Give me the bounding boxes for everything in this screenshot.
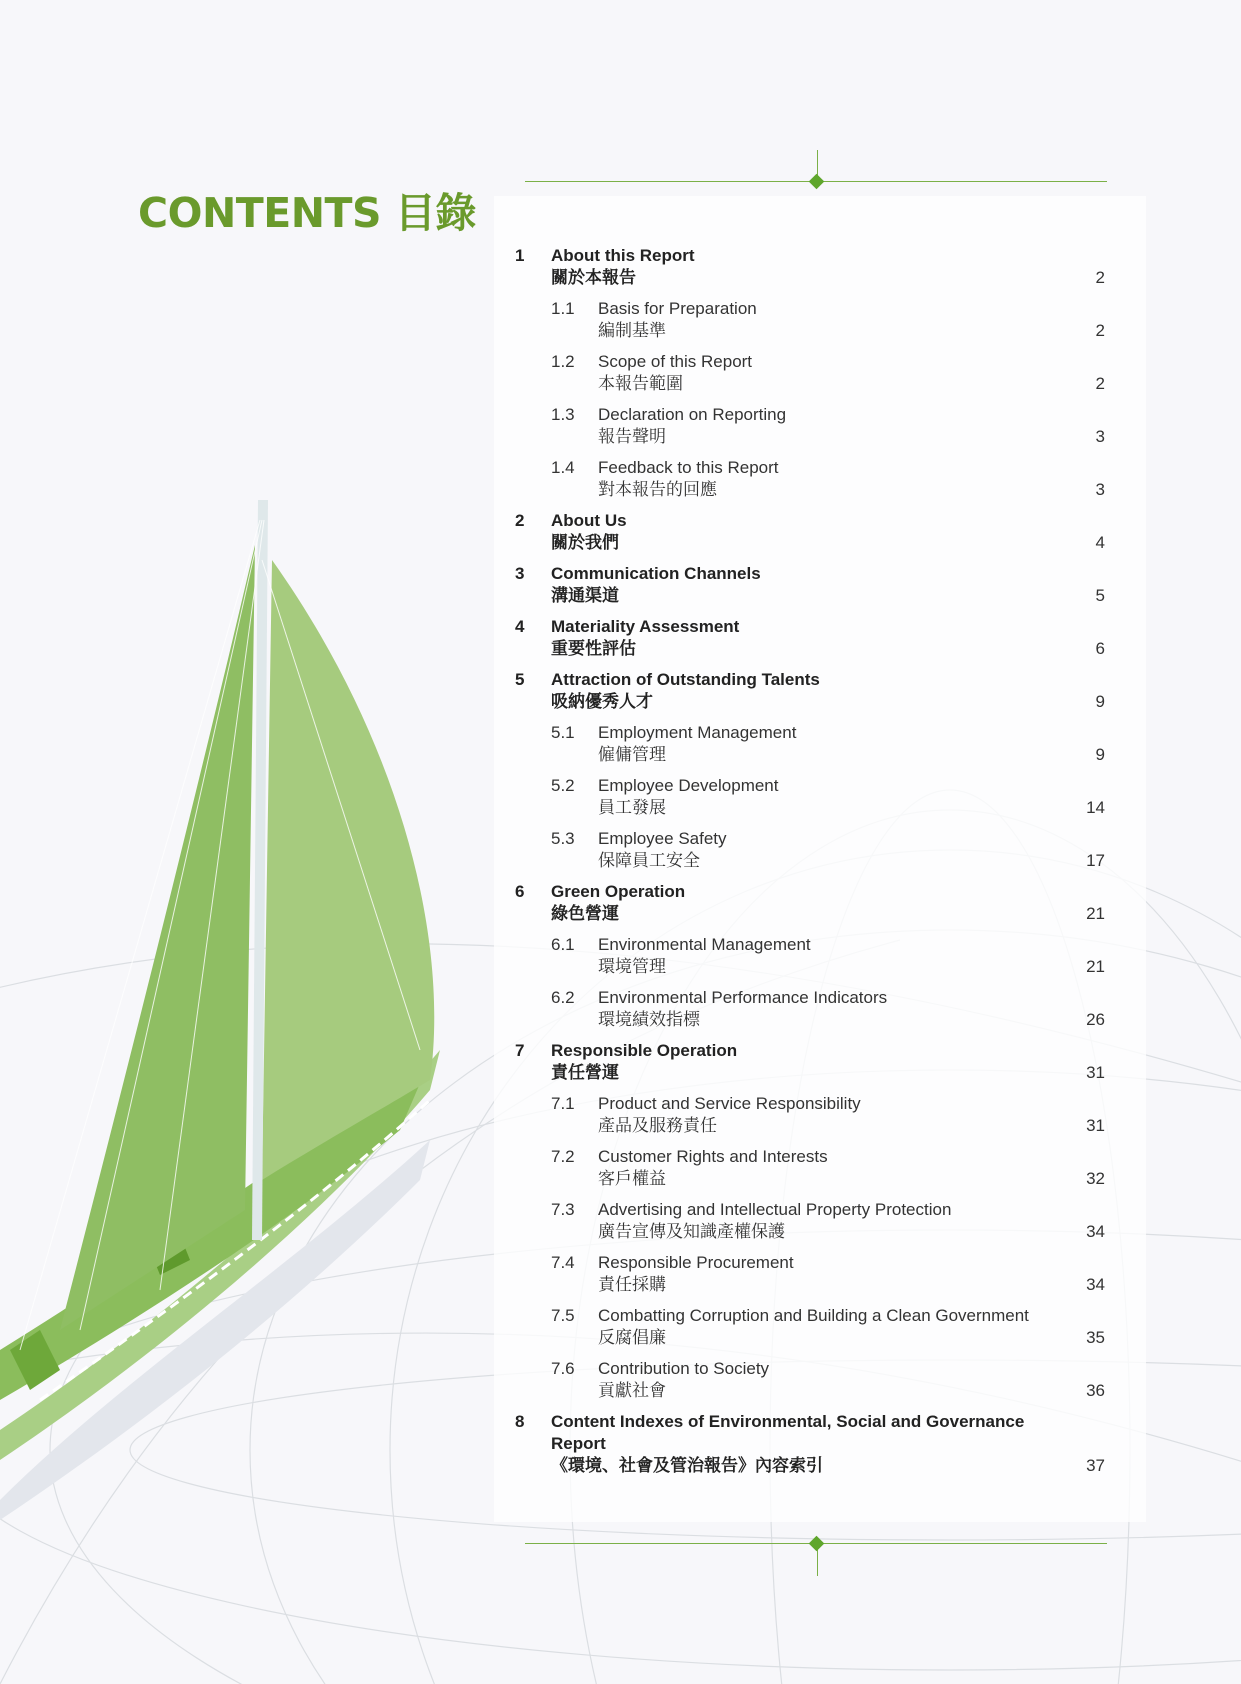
toc-title-zh: 反腐倡廉 [598,1328,666,1347]
toc-page-number: 4 [1095,533,1105,552]
toc-page-number: 35 [1086,1328,1105,1347]
toc-number: 1 [515,246,525,265]
toc-number: 8 [515,1412,525,1431]
toc-page-number: 21 [1086,957,1105,976]
toc-title-en: About this Report [551,246,695,265]
page-title: CONTENTS 目錄 [138,189,476,237]
toc-title-zh: 貢獻社會 [598,1381,666,1400]
toc-title-en: Responsible Procurement [598,1253,794,1272]
toc-number: 1.3 [551,405,575,424]
toc-number: 7.6 [551,1359,575,1378]
toc-page-number: 37 [1086,1456,1105,1475]
toc-title-en: Employment Management [598,723,797,742]
toc-title-en: Product and Service Responsibility [598,1094,861,1113]
toc-entry[interactable] [515,298,1105,342]
toc-title-zh: 《環境、社會及管治報告》內容索引 [551,1456,823,1475]
toc-title-en: Communication Channels [551,564,761,583]
toc-title-en: Materiality Assessment [551,617,740,636]
toc-title-en: Contribution to Society [598,1359,770,1378]
toc-page-number: 3 [1095,427,1105,446]
toc-number: 7.3 [551,1200,575,1219]
toc-page-number: 2 [1095,321,1105,340]
toc-page-number: 31 [1086,1063,1105,1082]
toc-title-zh: 報告聲明 [598,427,666,446]
toc-entry[interactable] [515,457,1105,501]
toc-title-zh: 保障員工安全 [598,851,700,870]
toc-title-en: Green Operation [551,882,686,901]
toc-title-zh: 關於我們 [551,533,619,552]
toc-entry[interactable] [515,616,1105,660]
toc-number: 6.1 [551,935,575,954]
toc-title-zh: 編制基準 [598,321,666,340]
toc-title-en: Scope of this Report [598,352,753,371]
toc-page-number: 9 [1095,745,1105,764]
toc-entry[interactable] [515,722,1105,766]
toc-number: 3 [515,564,525,583]
toc-number: 1.4 [551,458,575,477]
toc-entry[interactable] [515,934,1105,978]
toc-entry[interactable] [515,1411,1105,1477]
toc-title-en: Advertising and Intellectual Property Protection [598,1200,952,1219]
toc-number: 2 [515,511,525,530]
toc-title-zh: 吸納優秀人才 [551,692,653,711]
toc-number: 6 [515,882,525,901]
toc-page-number: 14 [1086,798,1105,817]
toc-entry[interactable] [515,245,1105,289]
toc-number: 7.5 [551,1306,575,1325]
toc-title-zh: 員工發展 [598,798,666,817]
toc-entry[interactable] [515,1305,1105,1349]
toc-entry[interactable] [515,1252,1105,1296]
toc-entry[interactable] [515,1093,1105,1137]
toc-title-zh: 對本報告的回應 [598,480,717,499]
toc-number: 5.2 [551,776,575,795]
toc-title-zh: 責任採購 [598,1275,666,1294]
toc-number: 7 [515,1041,525,1060]
toc-number: 6.2 [551,988,575,1007]
toc-page-number: 31 [1086,1116,1105,1135]
toc-title-en: Feedback to this Report [598,458,779,477]
toc-entry[interactable] [515,351,1105,395]
toc-page-number: 26 [1086,1010,1105,1029]
toc-title-en: Employee Development [598,776,779,795]
toc-entry[interactable] [515,828,1105,872]
toc-entry[interactable] [515,775,1105,819]
toc-page-number: 21 [1086,904,1105,923]
table-of-contents [515,245,1105,1486]
toc-entry[interactable] [515,1146,1105,1190]
toc-title-en: Attraction of Outstanding Talents [551,670,820,689]
toc-title-en: About Us [551,511,627,530]
toc-entry[interactable] [515,404,1105,448]
toc-number: 7.4 [551,1253,575,1272]
toc-page-number: 3 [1095,480,1105,499]
toc-title-en: Employee Safety [598,829,727,848]
toc-entry[interactable] [515,510,1105,554]
toc-page-number: 34 [1086,1222,1105,1241]
toc-entry[interactable] [515,1199,1105,1243]
toc-title-zh: 僱傭管理 [598,745,666,764]
toc-page-number: 9 [1095,692,1105,711]
toc-page-number: 17 [1086,851,1105,870]
toc-title-zh: 產品及服務責任 [598,1116,717,1135]
toc-title-en: Declaration on Reporting [598,405,787,424]
toc-number: 5 [515,670,525,689]
toc-title-en: Basis for Preparation [598,299,757,318]
toc-entry[interactable] [515,881,1105,925]
toc-title-zh: 綠色營運 [551,904,619,923]
toc-title-zh: 廣告宣傳及知識產權保護 [598,1222,785,1241]
toc-title-zh: 重要性評估 [551,639,636,658]
toc-title-en: Environmental Management [598,935,811,954]
toc-number: 5.3 [551,829,575,848]
toc-title-en: Combatting Corruption and Building a Clean Government [598,1306,1029,1325]
toc-title-en: Responsible Operation [551,1041,738,1060]
toc-title-zh: 本報告範圍 [598,374,683,393]
toc-title-zh: 溝通渠道 [551,586,619,605]
toc-title-zh: 關於本報告 [551,268,636,287]
toc-page-number: 5 [1095,586,1105,605]
toc-number: 7.2 [551,1147,575,1166]
toc-entry[interactable] [515,563,1105,607]
toc-title-zh: 責任營運 [551,1063,619,1082]
toc-title-en: Environmental Performance Indicators [598,988,888,1007]
toc-entry[interactable] [515,1040,1105,1084]
toc-number: 4 [515,617,525,636]
toc-number: 7.1 [551,1094,575,1113]
toc-title-zh: 客戶權益 [598,1169,666,1188]
toc-entry[interactable] [515,1358,1105,1402]
toc-page-number: 34 [1086,1275,1105,1294]
toc-entry[interactable] [515,987,1105,1031]
toc-title-zh: 環境績效指標 [598,1010,700,1029]
toc-title-zh: 環境管理 [598,957,666,976]
toc-page-number: 6 [1095,639,1105,658]
toc-number: 5.1 [551,723,575,742]
toc-title-en: Customer Rights and Interests [598,1147,828,1166]
toc-page-number: 32 [1086,1169,1105,1188]
toc-page-number: 2 [1095,374,1105,393]
toc-entry[interactable] [515,669,1105,713]
toc-page-number: 36 [1086,1381,1105,1400]
toc-page-number: 2 [1095,268,1105,287]
toc-number: 1.1 [551,299,575,318]
toc-title-en: Content Indexes of Environmental, Social and Governance Report [551,1412,1025,1453]
toc-number: 1.2 [551,352,575,371]
